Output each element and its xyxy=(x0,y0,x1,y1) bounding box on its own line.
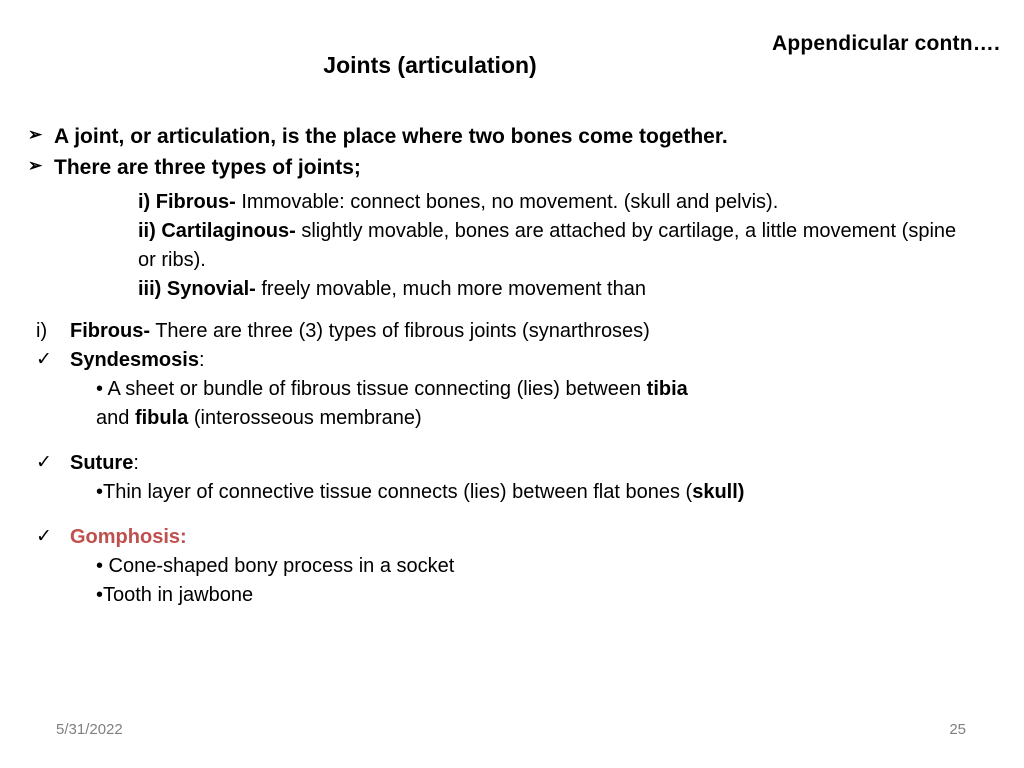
suture-details xyxy=(96,478,976,507)
joint-type-desc: slightly movable, bones are attached by cartilage, a little movement (spine or ribs). xyxy=(138,220,957,271)
slide-body xyxy=(28,122,998,610)
joint-type-label: ii) Cartilaginous- xyxy=(138,220,296,243)
list-item-colon: : xyxy=(198,349,205,372)
check-icon: ✓ xyxy=(36,452,52,474)
bullet-item xyxy=(28,122,998,152)
list-item-label: Suture xyxy=(70,452,134,475)
list-item-label: Syndesmosis xyxy=(70,349,199,372)
list-item-label: Gomphosis: xyxy=(70,526,187,549)
joint-type-synovial xyxy=(138,275,968,303)
check-icon: ✓ xyxy=(36,349,52,371)
joint-type-fibrous xyxy=(138,188,968,216)
fibrous-heading-text xyxy=(70,317,998,346)
detail-text: and xyxy=(96,407,135,430)
list-item-text xyxy=(70,449,998,478)
list-item-text xyxy=(70,523,998,552)
fibrous-heading xyxy=(28,317,998,346)
fibrous-section xyxy=(28,317,998,610)
corner-note: Appendicular contn…. xyxy=(771,32,1000,55)
joint-type-label: i) Fibrous- xyxy=(138,190,236,213)
detail-line xyxy=(96,478,976,507)
list-item-suture xyxy=(28,449,998,478)
detail-line xyxy=(96,404,976,433)
bullet-text: A joint, or articulation, is the place where two bones come together. xyxy=(54,125,728,148)
page-title: Joints (articulation) xyxy=(323,52,537,78)
bullet-item xyxy=(28,153,998,183)
list-marker: i) xyxy=(36,320,48,343)
list-item-text xyxy=(70,346,998,375)
joint-types-list xyxy=(138,188,968,304)
detail-line: • Cone-shaped bony process in a socket xyxy=(96,555,455,578)
joint-type-cartilaginous xyxy=(138,217,968,274)
list-item-syndesmosis xyxy=(28,346,998,375)
footer-page-number: 25 xyxy=(949,721,966,738)
fibrous-heading-desc: There are three (3) types of fibrous joints (synarthroses) xyxy=(150,320,650,343)
arrow-bullet-icon: ➢ xyxy=(28,156,43,176)
detail-emphasis: tibia xyxy=(646,378,688,401)
syndesmosis-details xyxy=(96,375,976,433)
gomphosis-details xyxy=(96,552,976,610)
detail-text: • A sheet or bundle of fibrous tissue connecting (lies) between xyxy=(96,378,647,401)
joint-type-desc: freely movable, much more movement than xyxy=(255,278,646,301)
detail-text: (interosseous membrane) xyxy=(188,407,422,430)
joint-type-desc: Immovable: connect bones, no movement. (skull and pelvis). xyxy=(235,190,779,213)
footer-date: 5/31/2022 xyxy=(56,721,123,738)
detail-emphasis: skull) xyxy=(692,481,745,504)
joint-type-label: iii) Synovial- xyxy=(138,278,256,301)
arrow-bullet-icon: ➢ xyxy=(28,125,43,144)
detail-emphasis: fibula xyxy=(134,407,189,430)
bullet-text: There are three types of joints; xyxy=(54,156,361,180)
list-item-colon: : xyxy=(133,452,139,475)
check-icon: ✓ xyxy=(36,526,52,548)
list-item-gomphosis xyxy=(28,523,998,552)
detail-line: •Tooth in jawbone xyxy=(96,584,254,607)
fibrous-heading-label: Fibrous- xyxy=(70,320,150,343)
detail-text: •Thin layer of connective tissue connects (lies) between flat bones ( xyxy=(96,481,693,504)
detail-line xyxy=(96,375,976,404)
